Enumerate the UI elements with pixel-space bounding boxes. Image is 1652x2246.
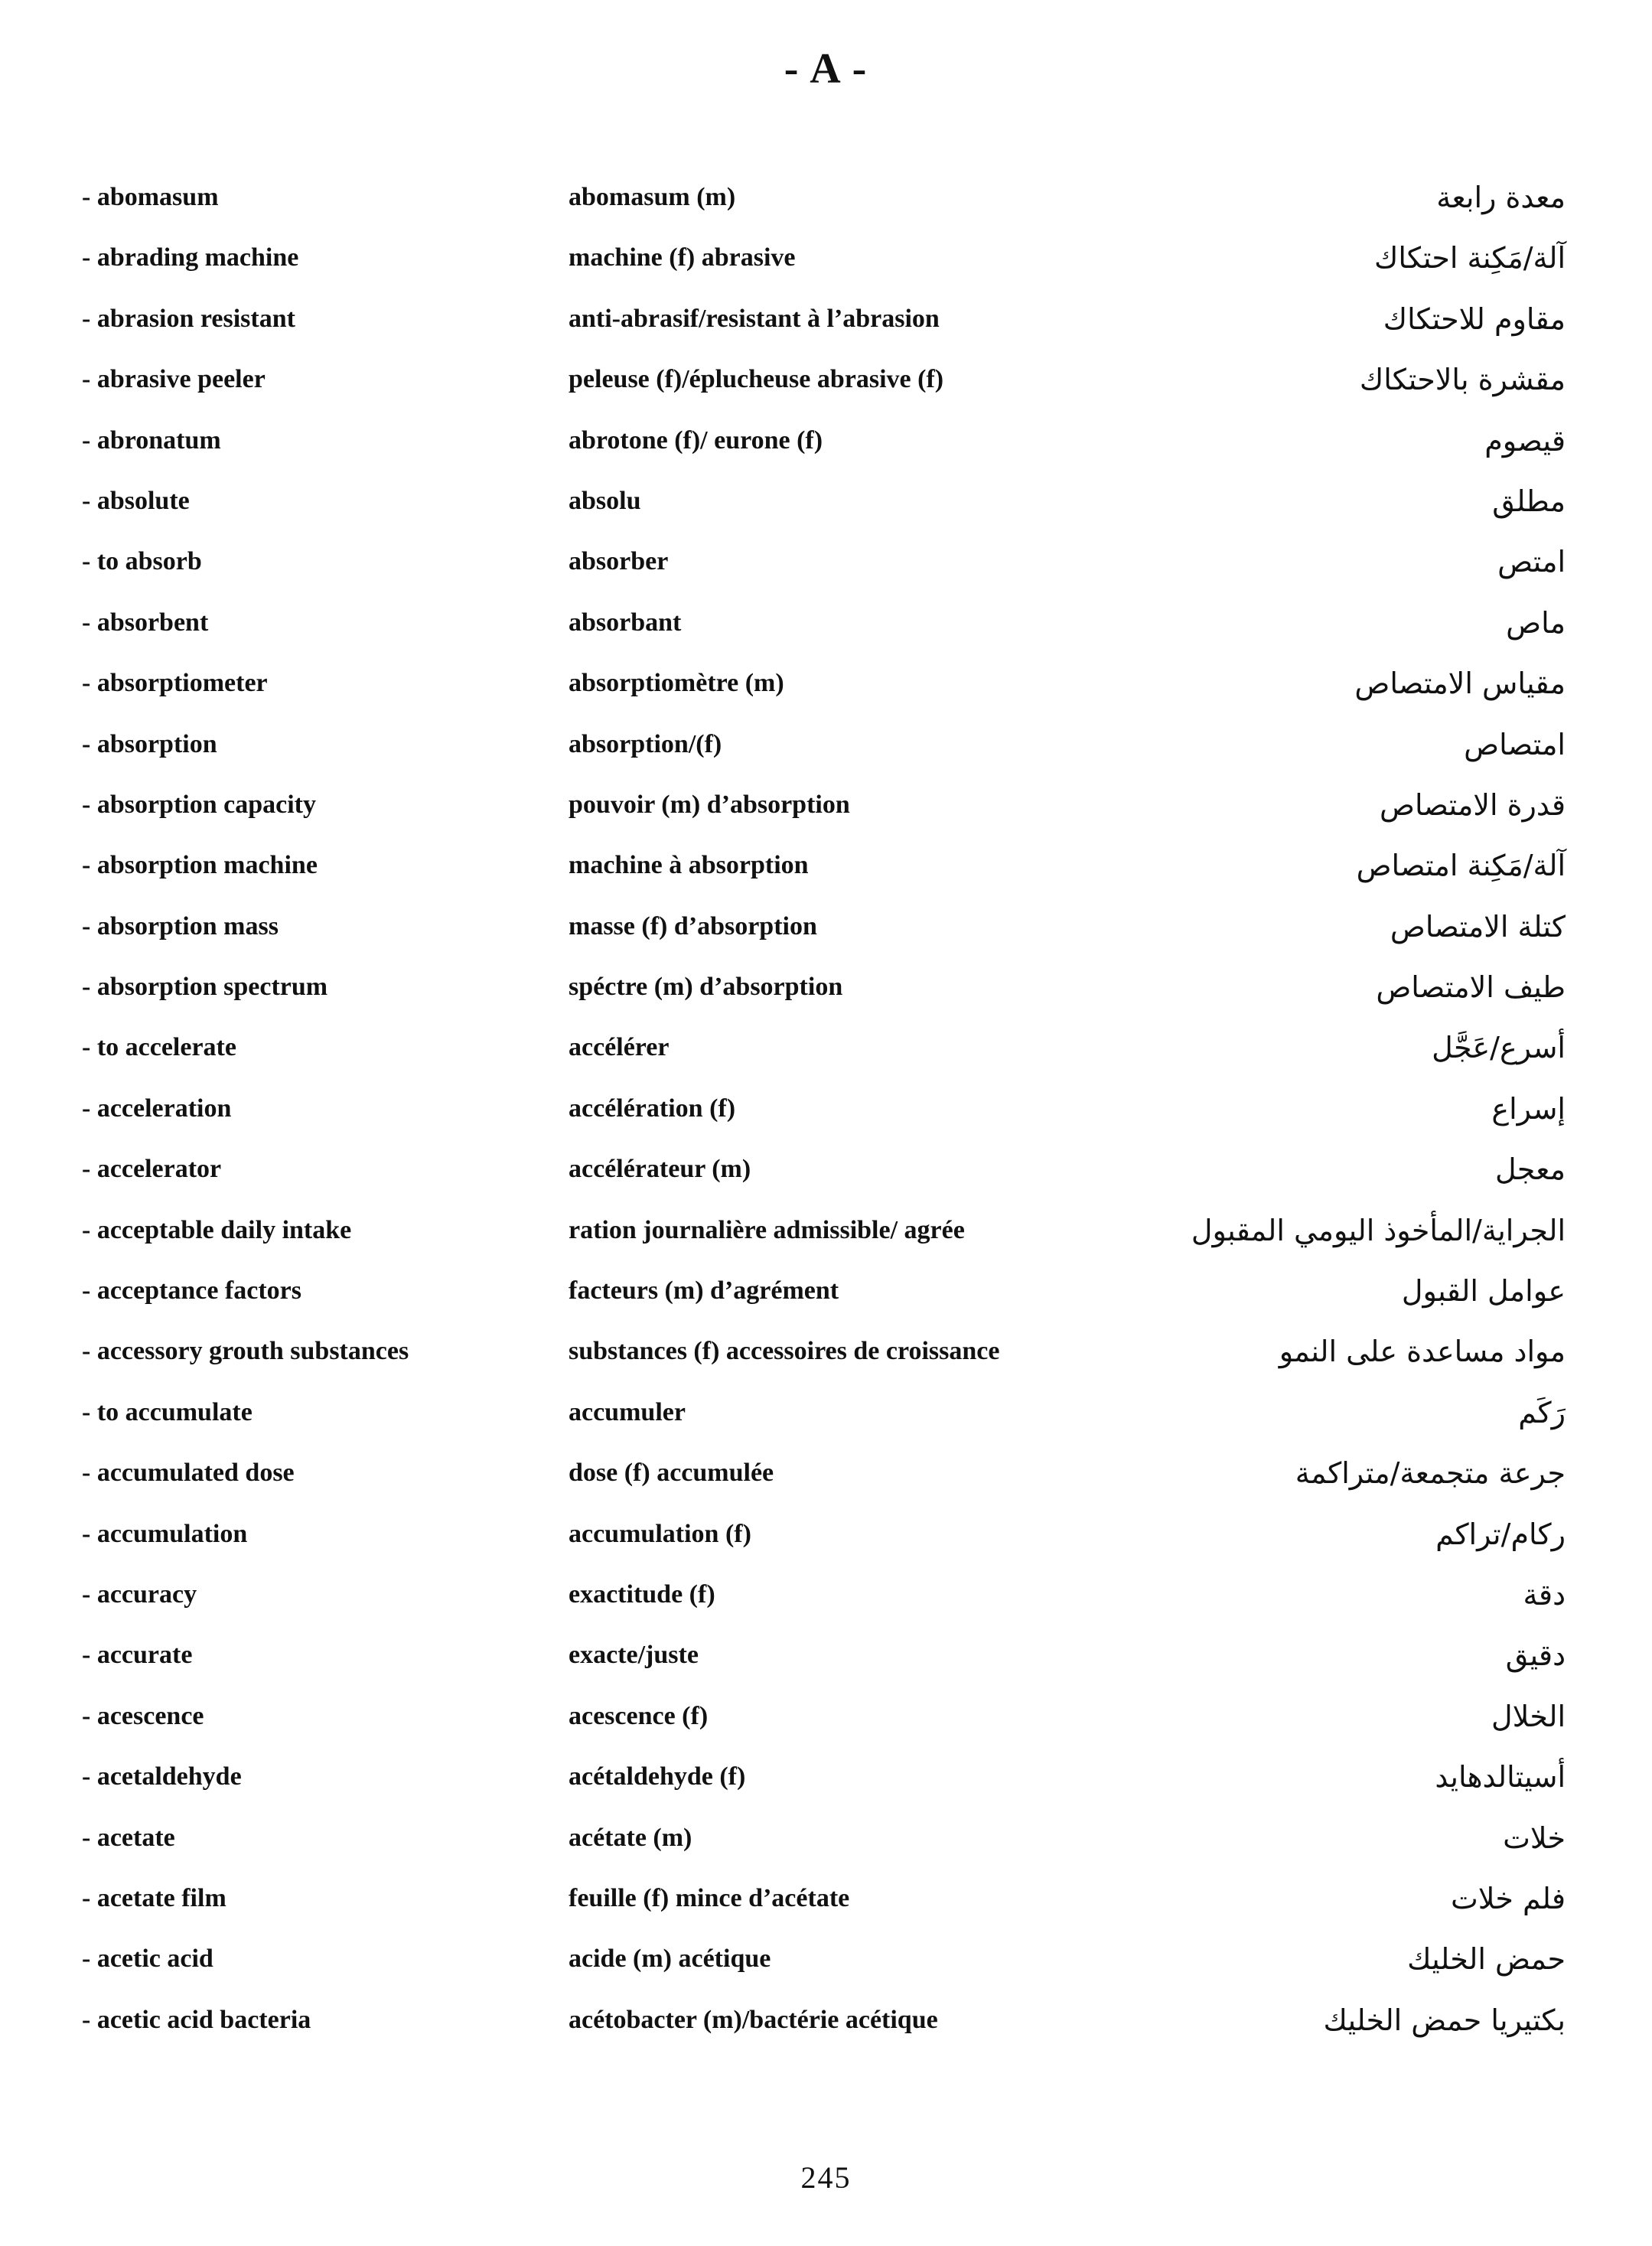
glossary-entry [0,1634,1652,1694]
french-term: feuille (f) mince d’acétate [569,1883,850,1912]
french-term: exactitude (f) [569,1579,715,1609]
arabic-term: طيف الامتصاص [1376,970,1566,1005]
english-term: - acetate film [82,1883,226,1912]
english-term: - abrading machine [82,243,299,272]
french-term: accumulation (f) [569,1519,751,1548]
glossary-entry [0,844,1652,905]
glossary-entry [0,358,1652,419]
english-term: - to accumulate [82,1397,253,1426]
arabic-term: مقاوم للاحتكاك [1383,302,1566,336]
french-term: abrotone (f)/ eurone (f) [569,425,823,455]
french-term: machine à absorption [569,851,809,880]
glossary-entry [0,1999,1652,2059]
arabic-term: معجل [1495,1152,1566,1187]
french-term: absorption/(f) [569,729,722,758]
english-term: - acescence [82,1701,204,1730]
arabic-term: رَكَم [1518,1395,1566,1429]
glossary-entry [0,1026,1652,1087]
english-term: - abrasion resistant [82,304,295,333]
french-term: anti-abrasif/resistant à l’abrasion [569,304,940,333]
english-term: - abomasum [82,183,219,211]
arabic-term: امتصاص [1464,727,1566,761]
arabic-term: بكتيريا حمض الخليك [1323,2003,1566,2037]
glossary-entry [0,1817,1652,1877]
glossary-entry [0,1573,1652,1634]
french-term: acétaldehyde (f) [569,1762,746,1791]
french-term: machine (f) abrasive [569,243,796,272]
english-term: - absorptiometer [82,669,268,698]
french-term: acide (m) acétique [569,1944,771,1974]
french-term: masse (f) d’absorption [569,911,817,940]
english-term: - absorption spectrum [82,973,328,1002]
glossary-entries [0,176,1652,2059]
arabic-term: مقياس الامتصاص [1354,667,1566,701]
glossary-entry [0,480,1652,540]
arabic-term: جرعة متجمعة/متراكمة [1295,1456,1566,1491]
english-term: - accessory grouth substances [82,1337,409,1366]
english-term: - acceptance factors [82,1276,301,1306]
english-term: - acetaldehyde [82,1762,242,1791]
glossary-entry [0,905,1652,966]
arabic-term: الجراية/المأخوذ اليومي المقبول [1191,1213,1566,1247]
glossary-entry [0,601,1652,662]
glossary-entry [0,1877,1652,1938]
french-term: exacte/juste [569,1641,699,1670]
english-term: - absorption capacity [82,790,316,819]
english-term: - accumulation [82,1519,248,1548]
english-term: - accurate [82,1641,193,1670]
english-term: - absolute [82,486,190,515]
glossary-entry [0,1391,1652,1452]
arabic-term: معدة رابعة [1436,181,1566,214]
glossary-entry [0,176,1652,236]
arabic-term: مطلق [1492,484,1566,518]
glossary-entry [0,784,1652,844]
glossary-entry [0,723,1652,784]
glossary-entry [0,1270,1652,1330]
english-term: - absorbent [82,608,209,637]
french-term: absorber [569,547,669,576]
arabic-term: فلم خلات [1450,1881,1566,1915]
page-number: 245 [800,2160,852,2195]
french-term: facteurs (m) d’agrément [569,1276,839,1306]
arabic-term: آلة/مَكِنة امتصاص [1356,849,1566,883]
glossary-entry [0,540,1652,601]
arabic-term: إسراع [1491,1091,1566,1126]
glossary-entry [0,1209,1652,1270]
english-term: - absorption mass [82,911,279,940]
glossary-entry [0,1513,1652,1573]
french-term: acétobacter (m)/bactérie acétique [569,2005,938,2034]
page-header: - A - [784,45,868,93]
arabic-term: الخلال [1491,1699,1566,1733]
french-term: absorbant [569,608,682,637]
arabic-term: أسرع/عَجَّل [1432,1031,1566,1065]
arabic-term: دقة [1523,1577,1566,1612]
arabic-term: خلات [1503,1821,1566,1855]
arabic-term: مواد مساعدة على النمو [1279,1335,1566,1369]
glossary-entry [0,1148,1652,1208]
glossary-entry [0,1695,1652,1755]
french-term: substances (f) accessoires de croissance [569,1337,1000,1366]
english-term: - acceleration [82,1094,232,1123]
glossary-entry [0,1330,1652,1390]
glossary-entry [0,298,1652,358]
english-term: - to accelerate [82,1033,236,1062]
arabic-term: أسيتالدهايد [1435,1760,1566,1795]
french-term: absorptiomètre (m) [569,669,784,698]
arabic-term: كتلة الامتصاص [1390,909,1566,944]
glossary-entry [0,966,1652,1026]
french-term: accumuler [569,1397,686,1426]
english-term: - acceptable daily intake [82,1215,352,1244]
glossary-entry [0,1938,1652,1998]
french-term: absolu [569,486,641,515]
english-term: - accelerator [82,1155,222,1184]
arabic-term: ركام/تراكم [1435,1517,1566,1551]
french-term: acescence (f) [569,1701,709,1730]
french-term: accélérer [569,1033,670,1062]
english-term: - acetic acid bacteria [82,2005,311,2034]
english-term: - accuracy [82,1579,197,1609]
glossary-entry [0,419,1652,480]
arabic-term: عوامل القبول [1401,1274,1566,1309]
arabic-term: امتص [1497,545,1566,579]
english-term: - absorption [82,729,217,758]
french-term: dose (f) accumulée [569,1459,774,1488]
english-term: - acetic acid [82,1944,213,1974]
arabic-term: آلة/مَكِنة احتكاك [1374,241,1566,275]
arabic-term: قدرة الامتصاص [1380,787,1566,822]
glossary-entry [0,1452,1652,1512]
english-term: - abrasive peeler [82,365,266,394]
arabic-term: مقشرة بالاحتكاك [1359,363,1566,397]
glossary-entry [0,1755,1652,1816]
french-term: abomasum (m) [569,183,736,211]
glossary-entry [0,236,1652,297]
french-term: spéctre (m) d’absorption [569,973,843,1002]
english-term: - acetate [82,1823,175,1852]
arabic-term: دقيق [1505,1638,1566,1673]
french-term: accélérateur (m) [569,1155,751,1184]
french-term: ration journalière admissible/ agrée [569,1215,965,1244]
french-term: pouvoir (m) d’absorption [569,790,850,819]
arabic-term: قيصوم [1484,423,1566,458]
glossary-entry [0,1087,1652,1148]
french-term: accélération (f) [569,1094,736,1123]
french-term: acétate (m) [569,1823,692,1852]
french-term: peleuse (f)/éplucheuse abrasive (f) [569,365,944,394]
glossary-entry [0,662,1652,722]
arabic-term: ماص [1506,605,1566,640]
english-term: - abronatum [82,425,221,455]
arabic-term: حمض الخليك [1407,1942,1566,1977]
english-term: - to absorb [82,547,202,576]
english-term: - accumulated dose [82,1459,295,1488]
english-term: - absorption machine [82,851,318,880]
